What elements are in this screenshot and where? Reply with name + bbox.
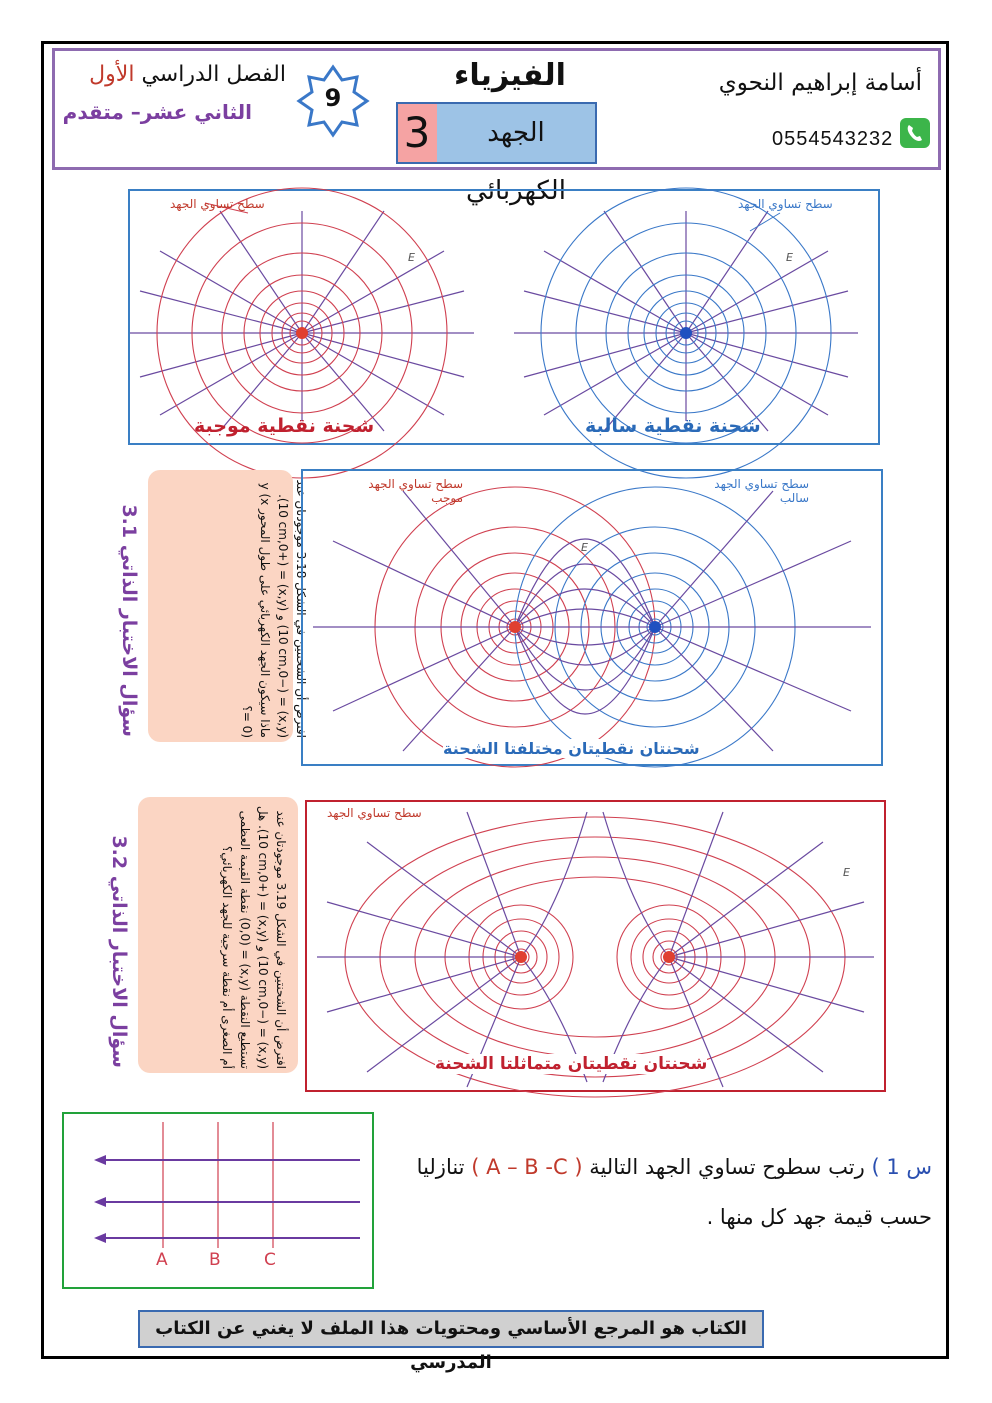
self-test-1-text: افترض أن الشحنتين في الشكل 3.18 موجودتان عند (x,y) = (−10 cm,0) و (x,y) = (+10 cm,0). ماذا سيكون الجهد الكهربائي على طول المحور y (x = 0)؟ bbox=[240, 479, 308, 738]
field-symbol-left: E bbox=[408, 251, 415, 264]
equipotential-diagram bbox=[62, 1112, 374, 1289]
figure-opposite-charges bbox=[301, 469, 883, 766]
field-symbol-3: E bbox=[843, 866, 850, 879]
footer-note: الكتاب هو المرجع الأساسي ومحتويات هذا الملف لا يغني عن الكتاب المدرسي bbox=[138, 1310, 764, 1348]
question-1-text-b: تنازليا bbox=[416, 1155, 465, 1179]
author-name: أسامة إبراهيم النحوي bbox=[718, 70, 922, 96]
like-charge-dot-right bbox=[663, 951, 675, 963]
grade: الثاني عشر– متقدم bbox=[62, 100, 252, 124]
question-1 bbox=[380, 1142, 932, 1242]
caption-positive: شحنة نقطية موجبة bbox=[194, 415, 375, 437]
question-1-line-2: حسب قيمة جهد كل منها . bbox=[706, 1205, 932, 1229]
positive-charge-dot bbox=[296, 327, 308, 339]
label-b: B bbox=[209, 1250, 221, 1270]
figure-like-charges bbox=[305, 800, 886, 1092]
subject-title: الفيزياء bbox=[454, 58, 566, 93]
field-symbol-2: E bbox=[581, 541, 588, 554]
positive-charge-dot-2 bbox=[509, 621, 521, 633]
question-1-line-1 bbox=[380, 1142, 932, 1192]
semester-highlight: الأول bbox=[89, 62, 135, 87]
equipotential-positive-label: سطح تساوي الجهد موجب bbox=[368, 477, 463, 505]
field-symbol-right: E bbox=[786, 251, 793, 264]
self-test-2-title: سؤال الاختبار الذاتي 3.2 bbox=[108, 835, 130, 1068]
self-test-1-title: سؤال الاختبار الذاتي 3.1 bbox=[118, 504, 140, 737]
label-c: C bbox=[264, 1250, 276, 1270]
caption-negative: شحنة نقطية سالبة bbox=[585, 415, 761, 437]
semester-prefix: الفصل الدراسي bbox=[141, 62, 286, 87]
equipotential-negative-label: سطح تساوي الجهد سالب bbox=[714, 477, 809, 505]
like-charge-dot-left bbox=[515, 951, 527, 963]
self-test-1-title-wrap bbox=[112, 475, 146, 737]
question-1-text-a: رتب سطوح تساوي الجهد التالية bbox=[589, 1155, 865, 1179]
caption-like: شحنتان نقطيتان متماثلتا الشحنة bbox=[435, 1054, 708, 1074]
self-test-2-text: افترض أن الشحنتين في الشكل 3.19 موجودتان عند (x,y) = (−10 cm,0) و (x,y) = (+10 cm,0). هل تستطيع النقطة (x,y) = (0,0) نقطة القيمة العظمى أم الصغرى أم نقطة سرجية للجهد الكهربائي؟ bbox=[220, 805, 288, 1069]
lesson-number: 3 bbox=[403, 108, 431, 157]
equipotential-label-3: سطح تساوي الجهد bbox=[327, 806, 422, 820]
field-lines-2 bbox=[313, 491, 871, 751]
page-number: 9 bbox=[324, 84, 342, 112]
self-test-1-text-wrap bbox=[150, 474, 308, 738]
self-test-2-text-wrap bbox=[140, 801, 295, 1069]
negative-charge-dot-2 bbox=[649, 621, 661, 633]
phone-number: 0554543232 bbox=[772, 128, 894, 150]
lesson-title: الجهد الكهربائي bbox=[437, 104, 595, 162]
self-test-2-title-wrap bbox=[102, 800, 136, 1068]
caption-opposite: شحنتان نقطيتان مختلفتا الشحنة bbox=[443, 739, 700, 758]
field-arrows bbox=[100, 1160, 360, 1238]
arrowheads bbox=[94, 1155, 106, 1243]
question-1-prefix: س 1 ) bbox=[871, 1155, 932, 1179]
equipotential-lines bbox=[163, 1122, 273, 1248]
equipotential-label-left: سطح تساوي الجهد bbox=[170, 197, 265, 211]
like-field-lines bbox=[317, 812, 874, 1087]
semester bbox=[62, 62, 286, 87]
label-a: A bbox=[156, 1250, 168, 1270]
phone-icon bbox=[900, 118, 930, 148]
question-1-options: ( A – B -C ) bbox=[471, 1155, 583, 1179]
figure-single-charges bbox=[128, 189, 880, 445]
equipotential-label-right: سطح تساوي الجهد bbox=[738, 197, 833, 211]
negative-charge-dot bbox=[680, 327, 692, 339]
